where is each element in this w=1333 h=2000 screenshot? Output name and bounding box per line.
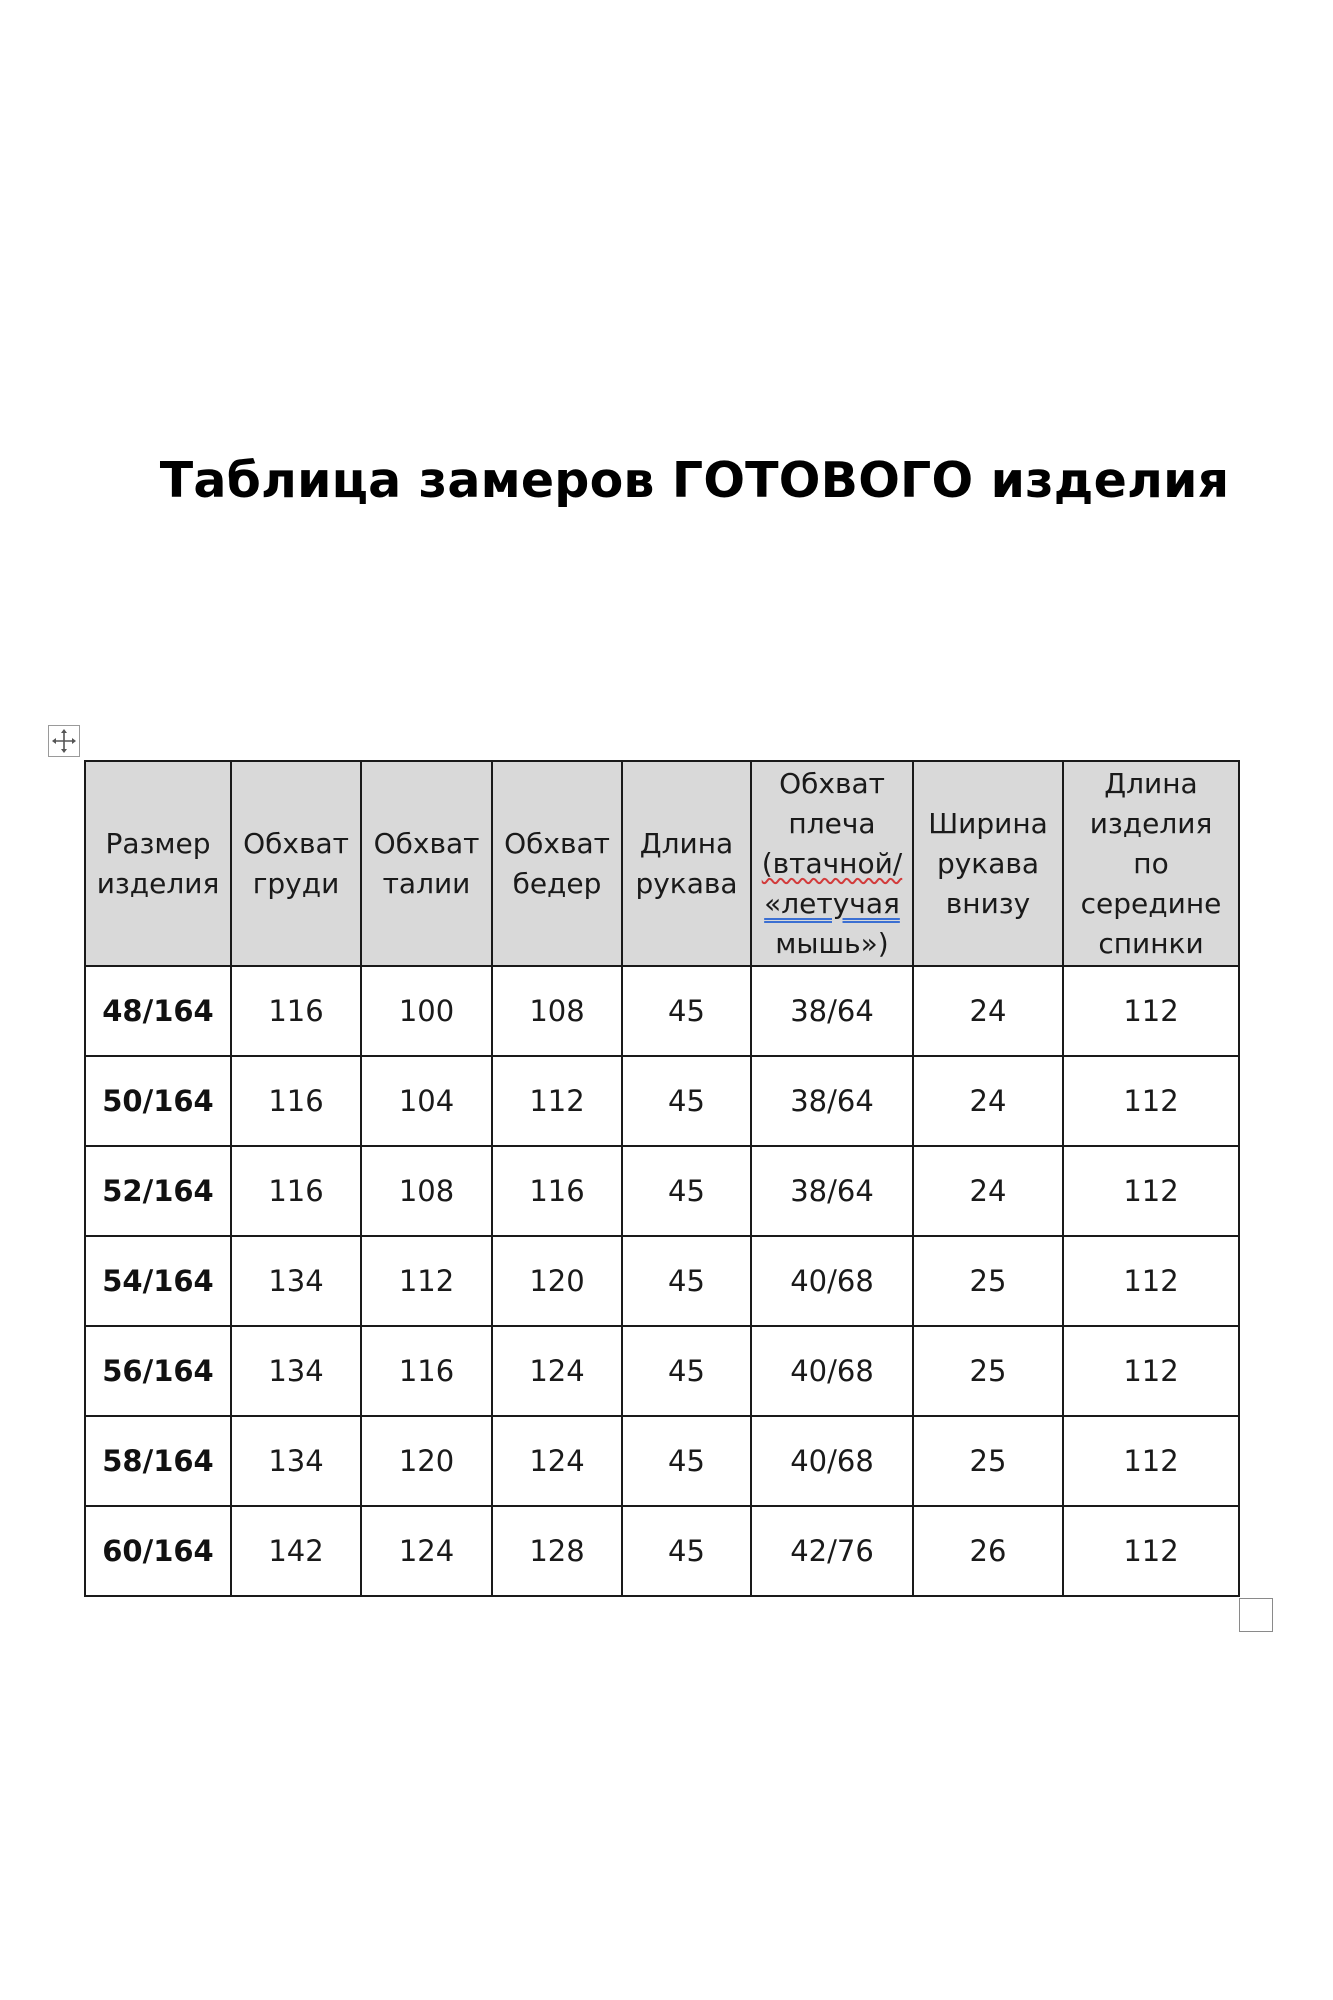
table-row [85, 1236, 1239, 1326]
table-row [85, 1326, 1239, 1416]
measurement-cell: 45 [622, 966, 751, 1056]
column-header [1063, 761, 1239, 966]
column-header [361, 761, 492, 966]
column-header-line: спинки [1098, 926, 1204, 960]
measurement-cell: 120 [492, 1236, 622, 1326]
column-header-line: груди [252, 866, 340, 900]
measurement-cell: 134 [231, 1416, 361, 1506]
column-header-line: внизу [945, 886, 1031, 920]
column-header [622, 761, 751, 966]
measurement-cell: 24 [913, 1056, 1063, 1146]
table-row [85, 966, 1239, 1056]
column-header-line: изделия [1089, 806, 1213, 840]
table-row [85, 1416, 1239, 1506]
column-header-line: Обхват [779, 766, 885, 800]
measurement-cell: 108 [492, 966, 622, 1056]
column-header-line: Обхват [504, 826, 610, 860]
column-header-line: рукава [635, 866, 738, 900]
table-row [85, 1146, 1239, 1236]
measurement-cell: 45 [622, 1506, 751, 1596]
measurement-cell: 24 [913, 1146, 1063, 1236]
table-resize-handle[interactable] [1239, 1598, 1273, 1632]
column-header [913, 761, 1063, 966]
measurement-cell: 45 [622, 1416, 751, 1506]
measurement-cell: 142 [231, 1506, 361, 1596]
measurement-cell: 24 [913, 966, 1063, 1056]
measurement-cell: 112 [1063, 1146, 1239, 1236]
measurement-cell: 38/64 [751, 1056, 913, 1146]
measurement-cell: 112 [1063, 1416, 1239, 1506]
measurement-cell: 100 [361, 966, 492, 1056]
size-cell: 54/164 [85, 1236, 231, 1326]
measurement-cell: 124 [361, 1506, 492, 1596]
measurement-cell: 45 [622, 1326, 751, 1416]
measurement-cell: 45 [622, 1146, 751, 1236]
size-cell: 48/164 [85, 966, 231, 1056]
column-header-line: плеча [788, 806, 876, 840]
column-header-line: Длина [1104, 766, 1198, 800]
measurement-cell: 40/68 [751, 1416, 913, 1506]
size-table [84, 760, 1240, 1597]
measurement-cell: 116 [231, 1056, 361, 1146]
measurement-cell: 112 [492, 1056, 622, 1146]
column-header [492, 761, 622, 966]
measurement-cell: 26 [913, 1506, 1063, 1596]
measurement-cell: 112 [1063, 966, 1239, 1056]
measurement-cell: 25 [913, 1326, 1063, 1416]
measurement-cell: 25 [913, 1416, 1063, 1506]
column-header-line: талии [382, 866, 471, 900]
column-header-line: изделия [96, 866, 220, 900]
column-header-line: середине [1080, 886, 1222, 920]
measurement-cell: 45 [622, 1056, 751, 1146]
measurement-cell: 45 [622, 1236, 751, 1326]
measurement-cell: 42/76 [751, 1506, 913, 1596]
column-header [85, 761, 231, 966]
measurement-cell: 124 [492, 1326, 622, 1416]
column-header-line: Обхват [243, 826, 349, 860]
page-title: Таблица замеров ГОТОВОГО изделия [159, 452, 1230, 509]
measurement-cell: 38/64 [751, 966, 913, 1056]
column-header-line: Обхват [373, 826, 480, 860]
measurement-cell: 112 [1063, 1236, 1239, 1326]
column-header-line: рукава [936, 846, 1040, 880]
measurement-cell: 104 [361, 1056, 492, 1146]
measurement-cell: 134 [231, 1236, 361, 1326]
measurement-cell: 38/64 [751, 1146, 913, 1236]
measurement-cell: 40/68 [751, 1236, 913, 1326]
size-cell: 52/164 [85, 1146, 231, 1236]
column-header-line: Длина [639, 826, 734, 860]
measurement-cell: 112 [1063, 1056, 1239, 1146]
measurement-cell: 120 [361, 1416, 492, 1506]
table-header-row [85, 761, 1239, 966]
column-header [751, 761, 913, 966]
measurement-cell: 112 [361, 1236, 492, 1326]
table-move-handle-icon[interactable] [48, 725, 80, 757]
measurement-cell: 108 [361, 1146, 492, 1236]
table-row [85, 1506, 1239, 1596]
measurement-cell: 112 [1063, 1326, 1239, 1416]
measurement-cell: 116 [361, 1326, 492, 1416]
measurement-cell: 40/68 [751, 1326, 913, 1416]
column-header-line: Ширина [928, 806, 1048, 840]
column-header-line: (втачной/ [761, 846, 903, 880]
measurement-cell: 134 [231, 1326, 361, 1416]
column-header-line: Размер [105, 826, 211, 860]
measurement-cell: 25 [913, 1236, 1063, 1326]
size-cell: 58/164 [85, 1416, 231, 1506]
measurement-cell: 116 [231, 1146, 361, 1236]
measurement-cell: 116 [492, 1146, 622, 1236]
size-cell: 50/164 [85, 1056, 231, 1146]
table-row [85, 1056, 1239, 1146]
column-header-line: «летучая [764, 886, 900, 920]
measurement-cell: 116 [231, 966, 361, 1056]
column-header-line: мышь») [775, 926, 889, 960]
size-cell: 60/164 [85, 1506, 231, 1596]
column-header-line: по [1133, 846, 1169, 880]
measurement-cell: 124 [492, 1416, 622, 1506]
size-cell: 56/164 [85, 1326, 231, 1416]
column-header-line: бедер [512, 866, 602, 900]
measurement-cell: 128 [492, 1506, 622, 1596]
table-body [85, 966, 1239, 1596]
measurement-cell: 112 [1063, 1506, 1239, 1596]
column-header [231, 761, 361, 966]
